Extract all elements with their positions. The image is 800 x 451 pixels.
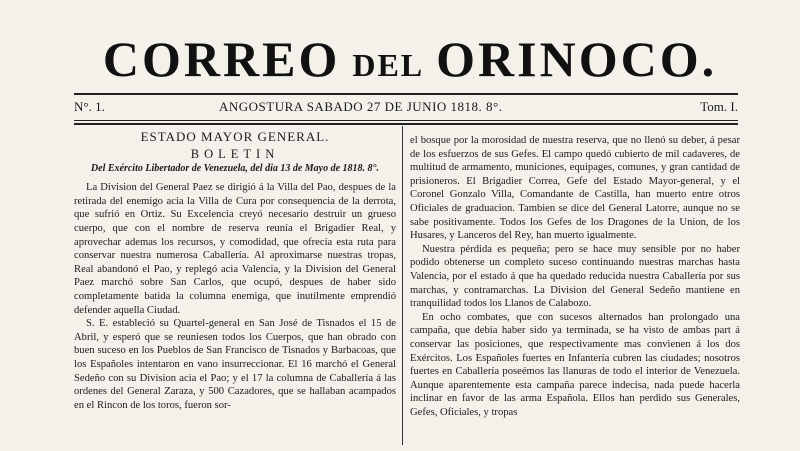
left-column — [74, 128, 396, 445]
left-paragraph-1: La Division del General Paez se dirigió á la Villa del Pao, despues de la retirada del enemigo acia la Villa de Cura por consequencia de la derrota, que sufrió en Ortiz. Su Excelencia creyó necesario destruir un grueso cuerpo, que con el nombre de reserva reunía el Brigadier Real, y aprovechar ademas los recursos, y comodidad, que ofrecía esta ruta para conservar nuestra numerosa Caballería. Al aproximarse nuestras tropas, Real abandonó el Pao, y replegó acia Valencia, y la Division del General Paez marchó sobre San Carlos, que ocupó, despues de haber sido completamente batida la columna enemiga, que inutilmente emprendió defender aquella Ciudad. — [74, 182, 396, 316]
bulletin-subheading: Del Exército Libertador de Venezuela, del dia 13 de Mayo de 1818. 8°. — [90, 163, 380, 175]
dateline — [74, 96, 738, 118]
masthead-word-orinoco: ORINOCO. — [436, 31, 718, 87]
right-paragraph-3: En ocho combates, que con sucesos alternados han prolongado una campaña, que debia haber sido ya terminada, se ha visto de ambas part á conservar las posiciones, que respectivamente mas convienen á los dos Exércitos. Los Españoles fuertes en Infantería cubren las ciudades; nosotros fuertes en Caballería poseémos las llanuras de todo el interior de Venezuela. Aunque aparentemente esta campaña parece indecisa, nada puede hacerla inclinar en favor de las arma Española. Ellos han perdido sus Generales, Gefes, Oficiales, y tropas — [410, 311, 740, 418]
masthead-rule — [74, 93, 738, 95]
right-column — [410, 134, 740, 451]
bulletin-title: BOLETIN — [190, 146, 280, 161]
right-paragraph-2: Nuestra pérdida es pequeña; pero se hace muy sensible por no haber podido obtenerse un completo suceso continuando nuestras marchas hasta Valencia, por el estado á que ha quedado reducida nuestra Caballería por sus marchas, y contramarchas. La Division del General Sedeño mantiene en tranquilidad todos los Llanos de Calabozo. — [410, 243, 740, 310]
place-and-date: ANGOSTURA SABADO 27 DE JUNIO 1818. 8°. — [219, 99, 503, 114]
issue-number: N°. 1. — [74, 99, 105, 114]
left-paragraph-2: S. E. estableció su Quartel-general en San José de Tisnados el 15 de Abril, y esperó que se reuniesen todos los Cuerpos, que han obrado con buen suceso en los Pueblos de San Francisco de Tisnados y Barbacoas, que los Españoles intentaron en vano insurreccionar. El 16 marchó el General Sedeño con su Division acia el Pao; y el 17 la columna de Caballería á las ordenes del General Zaraza, y 500 Cazadores, que se hallaban acampados en el Rincon de los toros, fueron sor- — [74, 318, 396, 411]
dateline-rule-thick — [74, 123, 738, 125]
newspaper-masthead — [74, 28, 746, 90]
right-paragraph-1: el bosque por la morosidad de nuestra reserva, que no llenó su deber, á pesar de los esfuerzos de sus Gefes. El campo quedó cubierto de mil cadaveres, de multitud de armamento, municiones, equipages, comunes, y gran cantidad de prisioneros. El Brigadier Correa, Gefe del Estado Mayor-general, y el Coronel Gonzalo Villa, Comandante de Castilla, han muerto entre otros Oficiales de graduacion. Tambien se dice del General Latorre, aunque no se sabe positivamente. Todos los Gefes de los Dragones de la Union, de los Husares, y Lanceros del Rey, han muerto igualmente. — [410, 135, 740, 242]
tome-number: Tom. I. — [700, 99, 738, 114]
section-title: ESTADO MAYOR GENERAL. — [140, 129, 330, 144]
dateline-rule-thin — [74, 120, 738, 121]
masthead-word-correo: CORREO — [102, 31, 341, 87]
masthead-word-del: DEL — [352, 47, 425, 83]
column-divider — [402, 126, 403, 445]
